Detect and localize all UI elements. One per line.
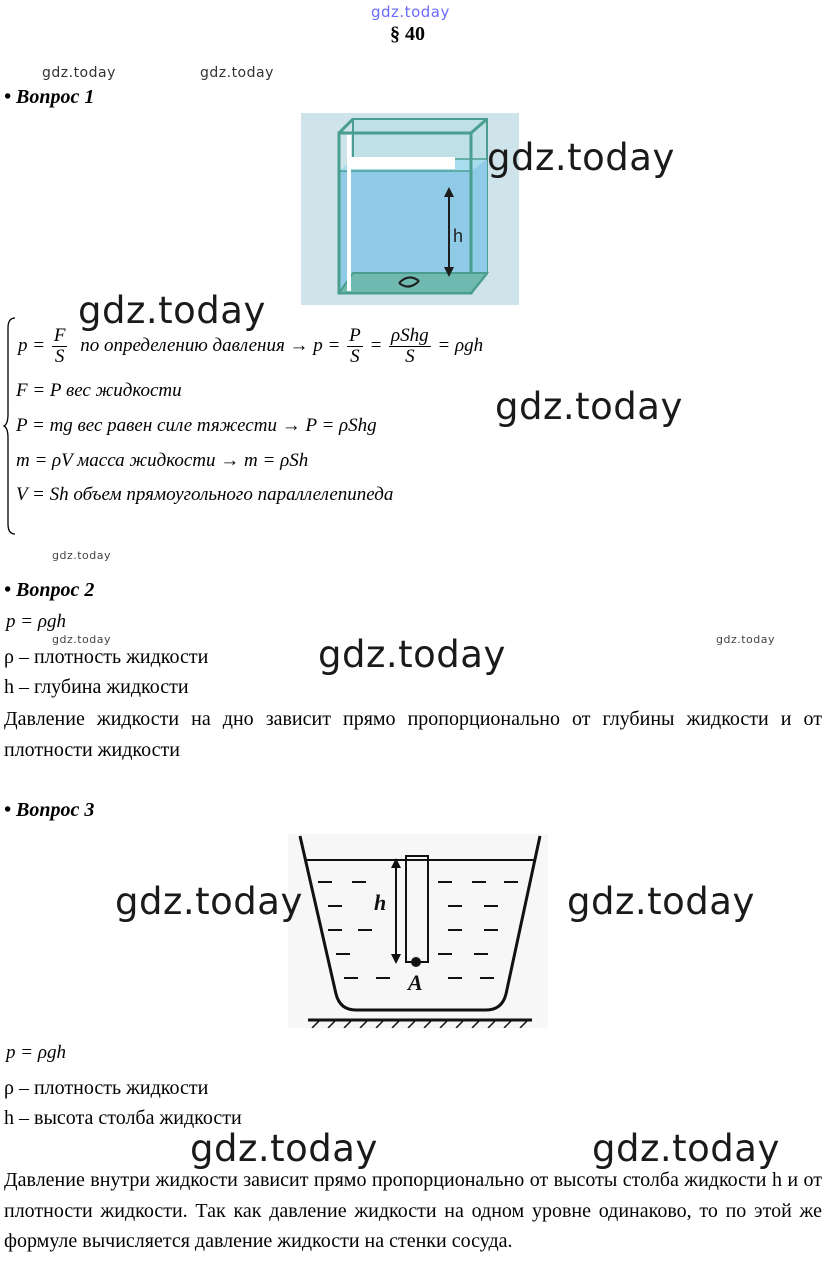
q3-rho-definition: ρ – плотность жидкости: [4, 1077, 209, 1099]
watermark: gdz.today: [115, 880, 303, 923]
watermark: gdz.today: [78, 289, 266, 332]
watermark: gdz.today: [52, 549, 112, 562]
denominator: S: [350, 346, 360, 367]
fraction-p-s: [347, 326, 363, 367]
watermark: gdz.today: [716, 633, 776, 646]
system-brace: [3, 316, 17, 536]
top-watermark: gdz.today: [371, 3, 450, 21]
formula-result: = ρgh: [437, 334, 484, 356]
q2-h-definition: h – глубина жидкости: [4, 676, 189, 698]
q3-paragraph: Давление внутри жидкости зависит прямо пропорционально от высоты столба жидкости h и от плотности жидкости. Так как давление жидкости на одном уровне одинаково, то по этой же формуле вычисляется давление жидкости на стенки сосуда.: [4, 1169, 822, 1252]
q3-formula: p = ρgh: [6, 1042, 66, 1063]
section-title: § 40: [390, 23, 425, 45]
q3-vessel-figure: [288, 834, 548, 1028]
watermark: gdz.today: [200, 65, 274, 81]
denominator: S: [405, 346, 415, 367]
q2-rho-definition: ρ – плотность жидкости: [4, 646, 209, 668]
q3-h-definition: h – высота столба жидкости: [4, 1107, 242, 1129]
watermark: gdz.today: [190, 1127, 378, 1170]
watermark: gdz.today: [318, 633, 506, 676]
height-label: h: [374, 890, 387, 915]
watermark: gdz.today: [592, 1127, 780, 1170]
watermark: gdz.today: [487, 136, 675, 179]
watermark: gdz.today: [495, 385, 683, 428]
q2-paragraph: Давление жидкости на дно зависит прямо пропорционально от глубины жидкости и от плотности жидкости: [4, 708, 822, 761]
formula-text: по определению давления → p =: [80, 334, 341, 356]
numerator: F: [53, 325, 66, 346]
q1-formula-line-5: V = Sh объем прямоугольного параллелепипеда: [16, 484, 394, 505]
formula-p: p =: [18, 334, 46, 356]
watermark: gdz.today: [567, 880, 755, 923]
question-1-title: • Вопрос 1: [4, 86, 95, 108]
vessel-illustration: [288, 834, 548, 1028]
watermark: gdz.today: [42, 65, 116, 81]
formula-equals: =: [369, 334, 383, 356]
watermark: gdz.today: [52, 633, 112, 646]
q1-formula-line-3: P = mg вес равен силе тяжести → P = ρShg: [16, 415, 377, 436]
q1-formula-line-1: [18, 326, 483, 367]
fraction-f-s: [52, 326, 68, 367]
q1-formula-line-2: F = P вес жидкости: [16, 380, 182, 401]
q1-formula-line-4: m = ρV масса жидкости → m = ρSh: [16, 450, 309, 471]
denominator: S: [54, 346, 65, 367]
q2-formula: p = ρgh: [6, 611, 66, 632]
numerator: ρShg: [391, 325, 429, 346]
height-label: h: [453, 226, 464, 246]
numerator: P: [349, 325, 361, 346]
point-a-label: A: [408, 970, 423, 995]
fraction-rhoshg-s: [389, 326, 431, 367]
question-3-title: • Вопрос 3: [4, 799, 95, 821]
question-2-title: • Вопрос 2: [4, 579, 95, 601]
